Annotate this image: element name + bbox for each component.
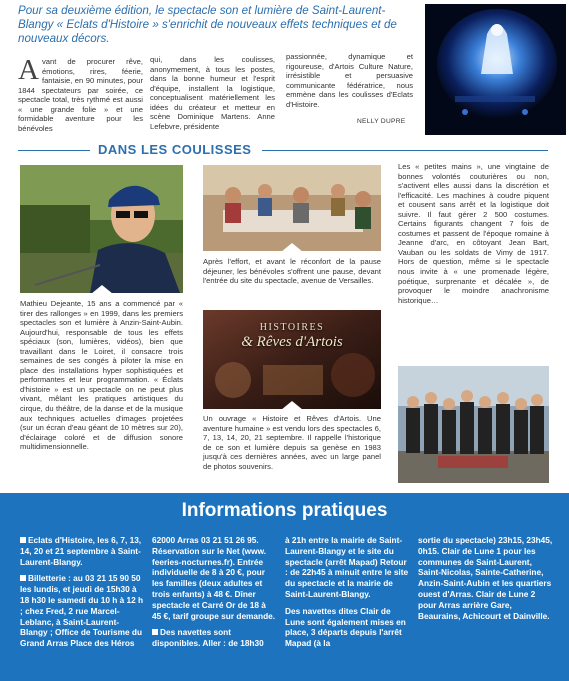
stage-photo [425,4,566,135]
info-title: Informations pratiques [181,500,388,521]
bullet-square-icon [20,575,26,581]
info-navettes: Des navettes sont disponibles. Aller : de 18h30 [152,627,264,649]
technician-photo [20,165,183,293]
group-photo [398,366,549,483]
info-col-1 [20,535,145,655]
bullet-square-icon [20,537,26,543]
coulisses-col-1: Mathieu Dejeante, 15 ans a commencé par « tirer des rallonges » en 1999, dans les premiers spectacles son et lumière à Anzin-Saint-Aubin. Aujourd'hui, responsable de tous les effets spéciaux (son, lumières, vidéos), bien que travaillant dans le Loiret, il consacre trois semaines de ses congés à piloter la mise en place des installations hyper sophistiquées et performantes et leur programmation. « Éclats d'histoire » est un spectacle on ne peut plus vivant, mêlant les pratiques artistiques du cirque, du théâtre, de la danse et de la musique aux techniques actuelles d'images projetées (sur un écran d'eau géant de 10 mètres sur 20), d'éclairage coloré et de diffusion sonore multidimensionnelle. [20,299,183,452]
section-title: DANS LES COULISSES [92,142,257,157]
info-col-3 [285,535,410,655]
info-navettes-horaires: à 21h entre la mairie de Saint-Laurent-Blangy et le site du spectacle (arrêt Mapad) Retour : de 22h45 à minuit entre le site du spectacle et la mairie de Saint-Laurent-Blangy. [285,535,409,599]
info-dates: Eclats d'Histoire, les 6, 7, 13, 14, 20 et 21 septembre à Saint-Laurent-Blangy. [20,535,142,567]
photo-arrow [281,243,303,251]
info-billetterie: Billetterie : au 03 21 15 90 50 les lundis, et jeudi de 15h30 à 18 h30 le samedi du 10 h à 12 h ; chez Fred, 2 rue Marcel-Leblanc, à Saint-Laurent-Blangy ; Office de Tourisme du Grand Arras Place des Héros [20,573,144,649]
drop-cap: A [18,54,39,86]
book-cover-photo [203,310,381,409]
bullet-square-icon [152,629,158,635]
article-intro: Pour sa deuxième édition, le spectacle son et lumière de Saint-Laurent-Blangy « Eclats d'Histoire » s'enrichit de nouveaux effets techniques et de nouveaux décors. [18,4,397,45]
article-col-2: qui, dans les coulisses, anonymement, à tous les postes, dans la bonne humeur et l'esprit d'équipe, installent la logistique, conceptualisent matériellement les idées du créateur et metteur en scène Dominique Martens. Anne Lefebvre, présidente [150,55,275,131]
section-rule-left [18,150,90,151]
coulisses-col-3: Les « petites mains », une vingtaine de bonnes volontés couturières ou non, s'activent elles aussi dans la discrétion et l'efficacité. Les machines à coudre piquent et cousent sans arrêt et la logistique doit suivre. Il faut gérer 2 500 costumes. Certains figurants changent 7 fois de costumes et passent de l'époque romaine à Jeanne d'arc, en côtoyant Jean Bart, Vauban ou les soldats de Vimy de 1917. Hors de question, même si le spectacle nous invite à « une promenade légère, poétique, surprenante et décalée », de provoquer le moindre anachronisme historique… [398,162,549,305]
photo-arrow [281,401,303,409]
article-col-1: A vant de procurer rêve, émotions, rires, féerie, fantaisie, en 90 minutes, pour 1844 spectateurs par soirée, ce spectacle total, très rythmé est aussi « une grande folie » et une formidable aventure pour les bénévoles [18,54,143,133]
book-cover-subtitle: & Rêves d'Artois [241,334,343,350]
info-col-4: sortie du spectacle) 23h15, 23h45, 0h15. Clair de Lune 1 pour les communes de Saint-Laurent, Saint-Nicolas, Sainte-Catherine, Anzin-Saint-Aubin et les quartiers ouest d'Arras. Clair de Lune 2 pour Arras arrière Gare, Beaurains, Achicourt et Dainville. [418,535,553,621]
byline: NELLY DUPRE [357,118,406,125]
info-clair-de-lune: Des navettes dites Clair de Lune sont également mises en place, 3 départs depuis l'arrêt Mapad (à la [285,605,406,649]
volunteers-photo [203,165,381,251]
article-col-3: passionnée, dynamique et rigoureuse, d'Artois Culture Nature, irrésistible et persuasive communicante fédératrice, nous emmène dans les coulisses d'Eclats d'Histoire. [286,52,413,109]
photo-arrow [91,285,113,293]
book-cover-title: HISTOIRES [259,322,325,333]
caption-pause: Après l'effort, et avant le réconfort de la pause déjeuner, les bénévoles s'offrent une pause, devant l'entrée du site du spectacle, avenue de Versailles. [203,257,381,286]
info-col-2 [152,535,277,655]
section-rule-right [262,150,548,151]
info-reservation: 62000 Arras 03 21 51 26 95. Réservation sur le Net (www. feeries-nocturnes.fr). Entrée individuelle de 8 à 20 €, pour les familles (deux adultes et trois enfants) à 48 €. Dîner spectacle et Carré Or de 18 à 45 €, tarif groupe sur demande. [152,535,276,621]
caption-book: Un ouvrage « Histoire et Rêves d'Artois. Une aventure humaine » est vendu lors des spectacles 6, 7, 13, 14, 20, 21 septembre. Il rappelle l'historique de ce son et lumière depuis sa genèse en 1983 jusqu'à ces dernières années, avec un large panel de photos souvenirs. [203,414,381,471]
